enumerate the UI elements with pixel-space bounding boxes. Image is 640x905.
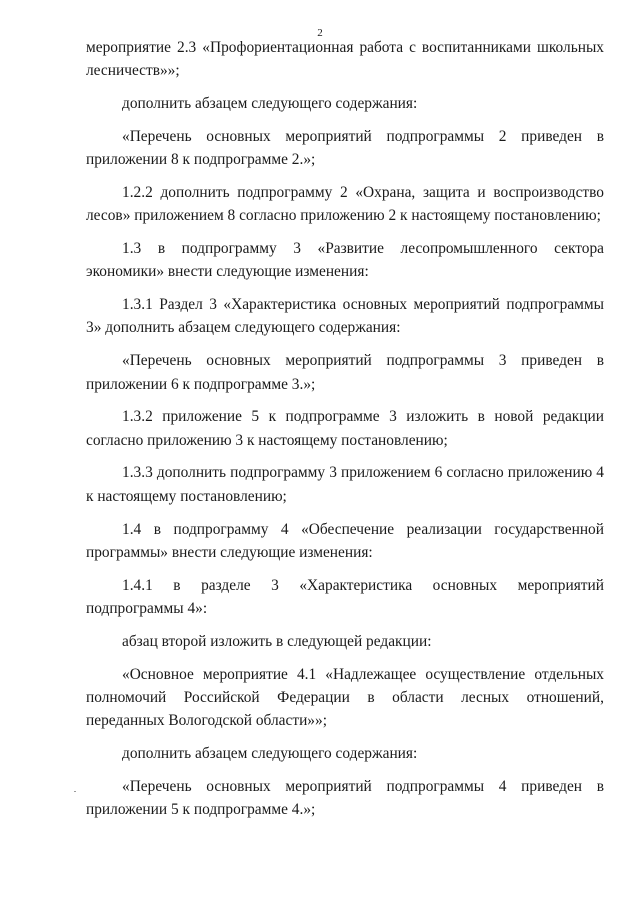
document-body (86, 36, 604, 831)
paragraph: 1.3.3 дополнить подпрограмму 3 приложением 6 согласно приложению 4 к настоящему постановлению; (86, 464, 604, 505)
page-number: 2 (317, 27, 323, 39)
paragraph: 1.4.1 в разделе 3 «Характеристика основных мероприятий подпрограммы 4»: (86, 576, 604, 617)
paragraph: 1.3 в подпрограмму 3 «Развитие лесопромышленного сектора экономики» внести следующие изменения: (86, 240, 604, 281)
paragraph: «Основное мероприятие 4.1 «Надлежащее осуществление отдельных полномочий Российской Федерации в области лесных отношений, переданных Вологодской области»»; (86, 665, 604, 730)
paragraph-continuation: мероприятие 2.3 «Профориентационная работа с воспитанниками школьных лесничеств»»; (86, 39, 604, 80)
scan-speck (74, 791, 76, 792)
paragraph: 1.2.2 дополнить подпрограмму 2 «Охрана, защита и воспроизводство лесов» приложением 8 согласно приложению 2 к настоящему постановлению; (86, 183, 604, 225)
paragraph: «Перечень основных мероприятий подпрограммы 3 приведен в приложении 6 к подпрограмме 3.»; (86, 352, 604, 393)
paragraph: дополнить абзацем следующего содержания: (122, 744, 418, 762)
paragraph: «Перечень основных мероприятий подпрограммы 4 приведен в приложении 5 к подпрограмме 4.»; (86, 777, 604, 819)
paragraph: 1.4 в подпрограмму 4 «Обеспечение реализации государственной программы» внести следующие изменения: (86, 520, 604, 561)
paragraph: дополнить абзацем следующего содержания: (122, 95, 418, 113)
paragraph: 1.3.1 Раздел 3 «Характеристика основных мероприятий подпрограммы 3» дополнить абзацем следующего содержания: (86, 296, 604, 337)
paragraph: абзац второй изложить в следующей редакции: (122, 632, 432, 650)
paragraph: «Перечень основных мероприятий подпрограммы 2 приведен в приложении 8 к подпрограмме 2.»; (86, 127, 604, 169)
paragraph: 1.3.2 приложение 5 к подпрограмме 3 изложить в новой редакции согласно приложению 3 к настоящему постановлению; (86, 408, 604, 449)
